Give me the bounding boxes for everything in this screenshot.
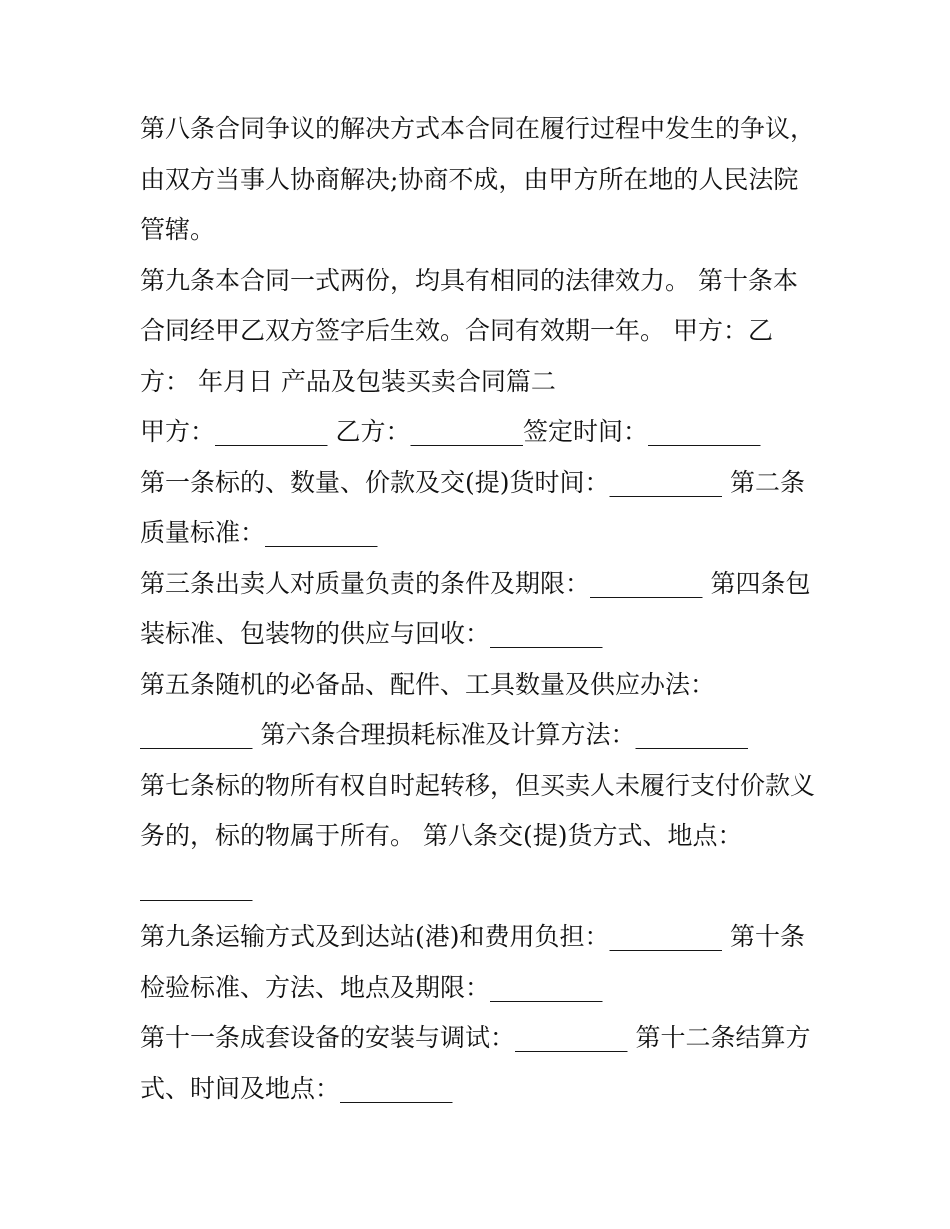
text-line-8: 第一条标的、数量、价款及交(提)货时间：_________ 第二条 (140, 467, 805, 497)
text-line-18: 检验标准、方法、地点及期限：_________ (140, 972, 603, 1002)
text-line-3: 管辖。 (140, 215, 216, 244)
text-line-19: 第十一条成套设备的安装与调试：_________ 第十二条结算方 (140, 1023, 811, 1052)
text-line-6: 方： 年月日 产品及包装买卖合同篇二 (140, 366, 556, 396)
text-line-1: 第八条合同争议的解决方式本合同在履行过程中发生的争议， (140, 114, 816, 143)
text-line-9: 质量标准：_________ (140, 518, 378, 547)
text-line-4: 第九条本合同一式两份，均具有相同的法律效力。 第十条本 (140, 265, 798, 295)
contract-text (140, 104, 820, 1114)
text-line-11: 装标准、包装物的供应与回收：_________ (140, 619, 603, 648)
text-line-7: 甲方：_________ 乙方：_________签定时间：_________ (140, 417, 761, 446)
text-line-17: 第九条运输方式及到达站(港)和费用负担：_________ 第十条 (140, 922, 805, 951)
text-line-16: _________ (140, 871, 253, 901)
text-line-2: 由双方当事人协商解决;协商不成，由甲方所在地的人民法院 (140, 164, 799, 194)
text-line-12: 第五条随机的必备品、配件、工具数量及供应办法： (140, 669, 716, 699)
text-line-10: 第三条出卖人对质量负责的条件及期限：_________ 第四条包 (140, 568, 811, 598)
text-line-20: 式、时间及地点：_________ (140, 1073, 453, 1103)
text-line-15: 务的，标的物属于所有。 第八条交(提)货方式、地点： (140, 821, 743, 850)
text-line-5: 合同经甲乙双方签字后生效。合同有效期一年。 甲方：乙 (140, 316, 773, 345)
text-line-13: _________ 第六条合理损耗标准及计算方法：_________ (140, 720, 748, 749)
text-line-14: 第七条标的物所有权自时起转移，但买卖人未履行支付价款义 (140, 770, 816, 800)
